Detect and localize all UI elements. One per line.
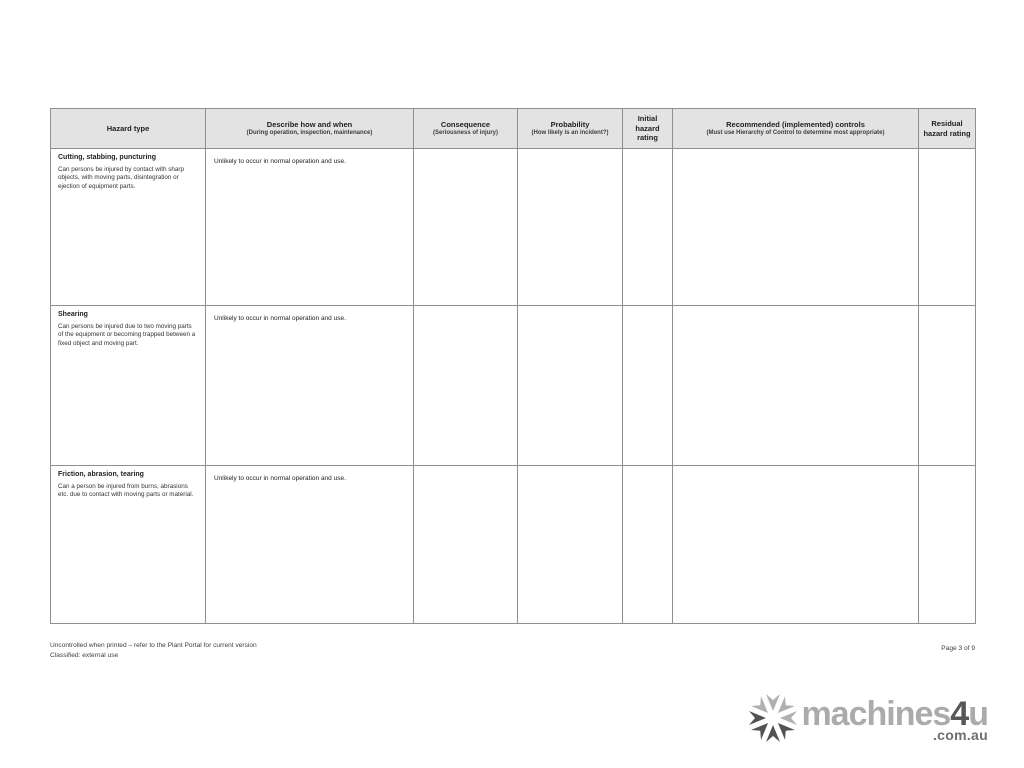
brand-domain: .com.au — [932, 727, 988, 743]
header-title: Residual hazard rating — [923, 119, 971, 138]
document-footer — [50, 641, 257, 661]
hazard-description: Can persons be injured due to two moving parts of the equipment or becoming trapped between a fixed object and moving part. — [58, 322, 196, 347]
describe-cell: Unlikely to occur in normal operation and use. — [206, 466, 414, 624]
probability-cell — [518, 149, 623, 306]
hazard-row-shearing — [51, 306, 976, 466]
hazard-description: Can a person be injured from burns, abrasions etc. due to contact with moving parts or material. — [58, 482, 194, 499]
header-subtitle: (Must use Hierarchy of Control to determine most appropriate) — [706, 130, 885, 137]
header-title: Describe how and when — [266, 119, 353, 129]
brand-u: u — [968, 695, 988, 733]
initial-rating-cell — [623, 466, 673, 624]
hazard-row-friction — [51, 466, 976, 624]
consequence-cell — [414, 306, 518, 466]
controls-cell — [673, 149, 919, 306]
col-header-residual-rating — [919, 109, 976, 149]
hazard-assessment-table — [50, 108, 976, 624]
brand-4: 4 — [950, 695, 969, 733]
header-title: Probability — [550, 119, 590, 129]
col-header-initial-rating — [623, 109, 673, 149]
hazard-row-cutting — [51, 149, 976, 306]
probability-cell — [518, 306, 623, 466]
hazard-type-cell — [51, 466, 206, 624]
watermark-text — [801, 697, 988, 742]
probability-cell — [518, 466, 623, 624]
col-header-describe — [206, 109, 414, 149]
consequence-cell — [414, 466, 518, 624]
describe-cell: Unlikely to occur in normal operation and use. — [206, 149, 414, 306]
hazard-title: Friction, abrasion, tearing — [58, 471, 144, 478]
header-subtitle: (How likely is an incident?) — [531, 130, 609, 137]
header-title: Consequence — [440, 119, 491, 129]
residual-rating-cell — [919, 306, 976, 466]
starburst-arrows-icon — [749, 694, 797, 742]
initial-rating-cell — [623, 149, 673, 306]
brand-name — [801, 697, 988, 731]
header-title: Hazard type — [106, 123, 150, 133]
controls-cell — [673, 466, 919, 624]
hazard-type-cell — [51, 306, 206, 466]
col-header-consequence — [414, 109, 518, 149]
table-header-row — [51, 109, 976, 149]
header-title: Recommended (implemented) controls — [726, 119, 865, 129]
residual-rating-cell — [919, 149, 976, 306]
col-header-probability — [518, 109, 623, 149]
machines4u-watermark — [749, 694, 988, 742]
page-number: Page 3 of 9 — [941, 645, 975, 652]
col-header-controls — [673, 109, 919, 149]
hazard-description: Can persons be injured by contact with sharp objects, with moving parts, disintegration or ejection of equipment parts. — [58, 165, 185, 190]
residual-rating-cell — [919, 466, 976, 624]
footer-line2: Classified: external use — [50, 652, 119, 660]
header-subtitle: (During operation, inspection, maintenance) — [246, 130, 373, 137]
footer-line1: Uncontrolled when printed – refer to the Plant Portal for current version — [50, 642, 257, 649]
describe-cell: Unlikely to occur in normal operation and use. — [206, 306, 414, 466]
hazard-type-cell — [51, 149, 206, 306]
brand-machines: machines — [801, 695, 951, 733]
col-header-hazard-type — [51, 109, 206, 149]
header-title: Initial hazard rating — [635, 114, 660, 143]
hazard-title: Cutting, stabbing, puncturing — [58, 154, 156, 161]
controls-cell — [673, 306, 919, 466]
hazard-title: Shearing — [58, 311, 88, 318]
header-subtitle: (Seriousness of injury) — [432, 130, 498, 137]
initial-rating-cell — [623, 306, 673, 466]
consequence-cell — [414, 149, 518, 306]
